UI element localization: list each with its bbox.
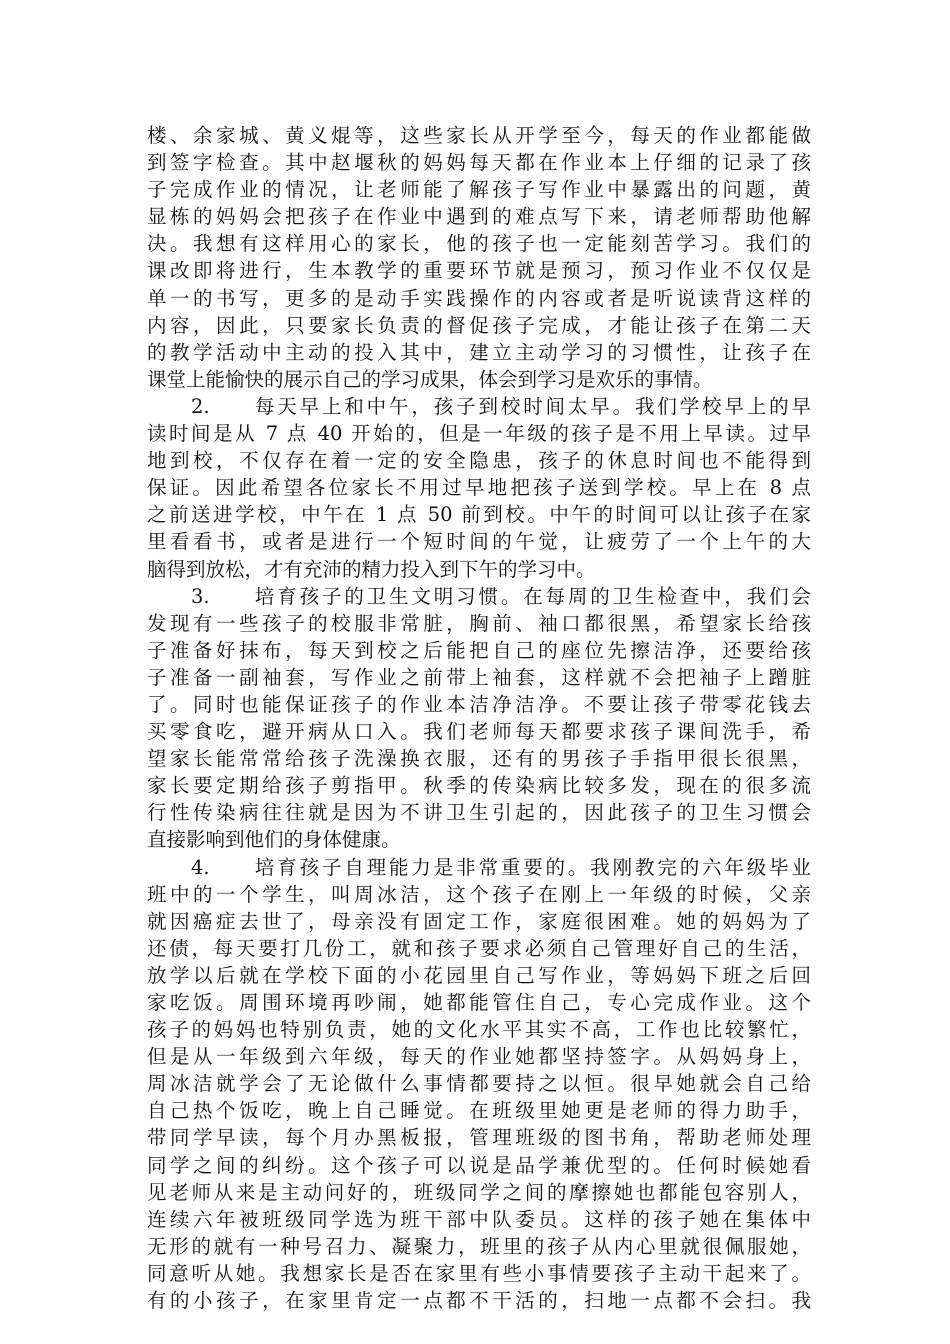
text-line: 决。我想有这样用心的家长，他的孩子也一定能刻苦学习。我们的 (147, 232, 811, 256)
text-line: 同意听从她。我想家长是否在家里有些小事情要孩子主动干起来了。 (147, 1261, 811, 1285)
text-line: 了。同时也能保证孩子的作业本洁净洁净。不要让孩子带零花钱去 (147, 692, 811, 716)
text-line: 课改即将进行，生本教学的重要环节就是预习，预习作业不仅仅是 (147, 259, 811, 283)
text-line: 子准备好抹布，每天到校之后能把自己的座位先擦洁净，还要给孩 (147, 638, 811, 662)
text-line: 地到校，不仅存在着一定的安全隐患，孩子的休息时间也不能得到 (147, 449, 811, 473)
text-line: 班中的一个学生，叫周冰洁，这个孩子在刚上一年级的时候，父亲 (147, 882, 811, 906)
document-body (147, 122, 811, 1314)
text-line: 子完成作业的情况，让老师能了解孩子写作业中暴露出的问题，黄 (147, 178, 811, 202)
text-line: 内容，因此，只要家长负责的督促孩子完成，才能让孩子在第二天 (147, 313, 811, 337)
text-line: 保证。因此希望各位家长不用过早地把孩子送到学校。早上在 8 点 (147, 476, 811, 500)
text-line: 行性传染病往往就是因为不讲卫生引起的，因此孩子的卫生习惯会 (147, 801, 811, 825)
text-line: 读时间是从 7 点 40 开始的，但是一年级的孩子是不用上早读。过早 (147, 422, 811, 446)
text-line: 家长要定期给孩子剪指甲。秋季的传染病比较多发，现在的很多流 (147, 774, 811, 798)
text-line: 同学之间的纠纷。这个孩子可以说是品学兼优型的。任何时候她看 (147, 1153, 811, 1177)
text-line: 4. 培育孩子自理能力是非常重要的。我刚教完的六年级毕业 (191, 855, 811, 879)
text-line: 就因癌症去世了，母亲没有固定工作，家庭很困难。她的妈妈为了 (147, 909, 811, 933)
text-line: 2. 每天早上和中午，孩子到校时间太早。我们学校早上的早 (191, 394, 811, 418)
text-line: 直接影响到他们的身体健康。 (147, 828, 401, 852)
text-line: 里看看书，或者是进行一个短时间的午觉，让疲劳了一个上午的大 (147, 530, 811, 554)
text-line: 显栋的妈妈会把孩子在作业中遇到的难点写下来，请老师帮助他解 (147, 205, 811, 229)
text-line: 子准备一副袖套，写作业之前带上袖套，这样就不会把袖子上蹭脏 (147, 665, 811, 689)
text-line: 脑得到放松，才有充沛的精力投入到下午的学习中。 (147, 557, 596, 581)
text-line: 连续六年被班级同学选为班干部中队委员。这样的孩子她在集体中 (147, 1207, 811, 1231)
text-line: 到签字检查。其中赵堰秋的妈妈每天都在作业本上仔细的记录了孩 (147, 151, 811, 175)
text-line: 周冰洁就学会了无论做什么事情都要持之以恒。很早她就会自己给 (147, 1072, 811, 1096)
text-line: 的教学活动中主动的投入其中，建立主动学习的习惯性，让孩子在 (147, 340, 811, 364)
text-line: 楼、余家城、黄义焜等，这些家长从开学至今，每天的作业都能做 (147, 124, 811, 147)
text-line: 家吃饭。周围环境再吵闹，她都能管住自己，专心完成作业。这个 (147, 991, 811, 1014)
text-line: 单一的书写，更多的是动手实践操作的内容或者是听说读背这样的 (147, 286, 811, 310)
text-line: 买零食吃，避开病从口入。我们老师每天都要求孩子课间洗手，希 (147, 720, 811, 744)
text-line: 还债，每天要打几份工，就和孩子要求必须自己管理好自己的生活， (147, 936, 811, 960)
text-line: 之前送进学校，中午在 1 点 50 前到校。中午的时间可以让孩子在家 (147, 503, 811, 527)
text-line: 自己热个饭吃，晚上自己睡觉。在班级里她更是老师的得力助手， (147, 1099, 811, 1123)
text-line: 无形的就有一种号召力、凝聚力，班里的孩子从内心里就很佩服她， (147, 1234, 811, 1258)
text-line: 有的小孩子，在家里肯定一点都不干活的，扫地一点都不会扫。我 (147, 1289, 811, 1313)
text-line: 课堂上能愉快的展示自己的学习成果，体会到学习是欢乐的事情。 (147, 367, 713, 391)
text-line: 带同学早读，每个月办黑板报，管理班级的图书角，帮助老师处理 (147, 1126, 811, 1150)
text-line: 放学以后就在学校下面的小花园里自己写作业，等妈妈下班之后回 (147, 963, 811, 987)
text-line: 3. 培育孩子的卫生文明习惯。在每周的卫生检查中，我们会 (191, 584, 811, 608)
text-line: 望家长能常常给孩子洗澡换衣服，还有的男孩子手指甲很长很黑， (147, 747, 811, 771)
text-line: 孩子的妈妈也特别负责，她的文化水平其实不高，工作也比较繁忙， (147, 1018, 811, 1042)
text-line: 发现有一些孩子的校服非常脏，胸前、袖口都很黑，希望家长给孩 (147, 611, 811, 635)
text-line: 见老师从来是主动问好的，班级同学之间的摩擦她也都能包容别人， (147, 1180, 811, 1204)
text-line: 但是从一年级到六年级，每天的作业她都坚持签字。从妈妈身上， (147, 1045, 811, 1069)
